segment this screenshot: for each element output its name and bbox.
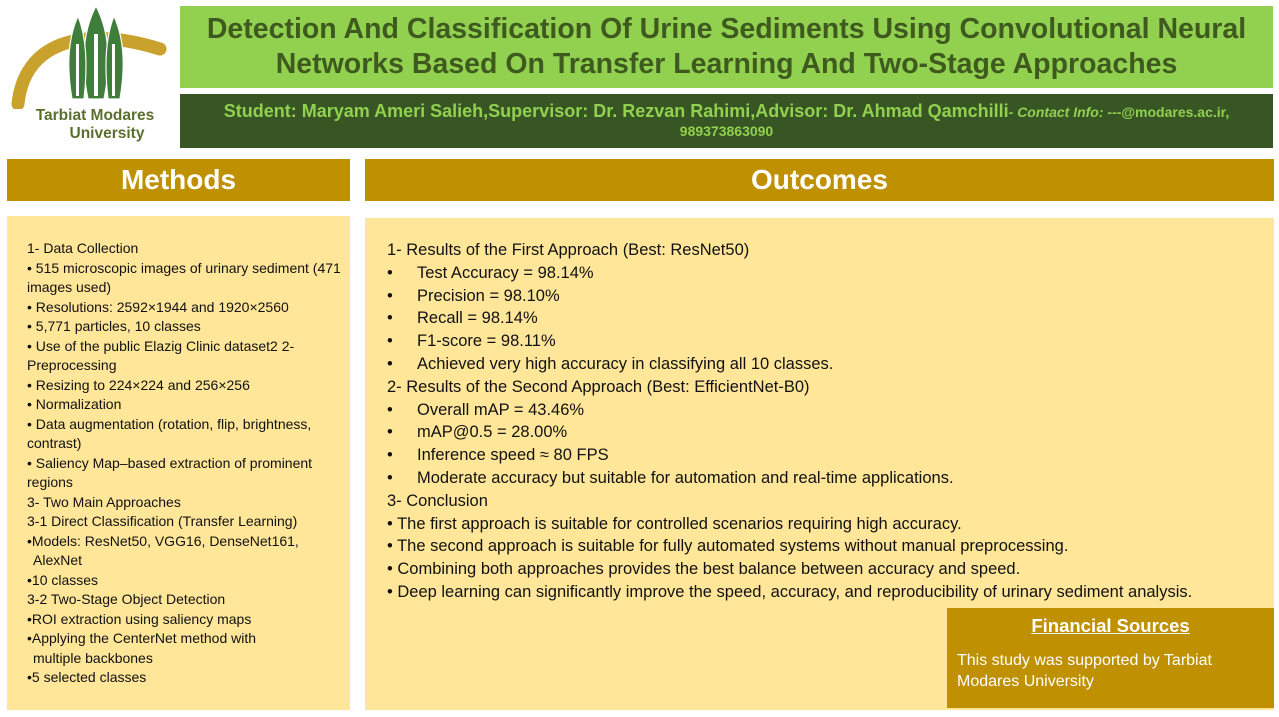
methods-line: • Normalization	[27, 396, 122, 412]
methods-line: • 515 microscopic images of urinary sediment (471 images used)	[27, 259, 341, 295]
methods-line: •5 selected classes	[27, 669, 147, 685]
second-approach-title: 2- Results of the Second Approach (Best: EfficientNet-B0)	[387, 377, 810, 396]
financial-sources-title: Financial Sources	[1031, 615, 1190, 636]
outcome-item-text: Achieved very high accuracy in classifying all 10 classes.	[417, 354, 834, 373]
bullet-icon: •	[387, 286, 393, 305]
conclusion-item: • Combining both approaches provides the best balance between accuracy and speed.	[387, 560, 1021, 579]
outcomes-heading: Outcomes	[365, 159, 1274, 201]
methods-line: • Resolutions: 2592×1944 and 1920×2560	[27, 298, 289, 315]
bullet-icon: •	[387, 423, 393, 442]
methods-list	[27, 239, 345, 688]
outcome-item-text: Test Accuracy = 98.14%	[417, 263, 594, 282]
first-approach-title: 1- Results of the First Approach (Best: ResNet50)	[387, 241, 750, 259]
outcome-item-text: Recall = 98.14%	[417, 309, 538, 328]
outcome-item-text: mAP@0.5 = 28.00%	[417, 423, 568, 442]
bullet-icon: •	[387, 400, 393, 419]
contact-label: - Contact Info:	[1008, 104, 1108, 120]
financial-sources-box	[947, 608, 1274, 708]
outcome-item	[387, 444, 1267, 467]
outcome-item	[387, 330, 1267, 353]
contact-phone: 989373863090	[679, 123, 774, 139]
cypress-trees-arch-icon	[10, 4, 170, 109]
conclusion-item: • The first approach is suitable for controlled scenarios requiring high accuracy.	[387, 514, 962, 533]
conclusion-item: • Deep learning can significantly improve the speed, accuracy, and reproducibility of urinary sediment analysis.	[387, 582, 1193, 601]
methods-line: • 5,771 particles, 10 classes	[27, 318, 201, 334]
methods-line: 3- Two Main Approaches	[27, 493, 181, 510]
logo-text-line2: University	[69, 125, 145, 142]
methods-line: 3-2 Two-Stage Object Detection	[27, 591, 226, 607]
methods-line: • Use of the public Elazig Clinic dataset2 2- Preprocessing	[27, 337, 295, 373]
methods-line: •ROI extraction using saliency maps	[27, 610, 252, 627]
bullet-icon: •	[387, 354, 393, 373]
methods-line: • Saliency Map–based extraction of prominent regions	[27, 454, 313, 490]
outcome-item-text: F1-score = 98.11%	[417, 332, 556, 351]
methods-line: AlexNet	[33, 552, 83, 568]
contact-email: ---@modares.ac.ir,	[1107, 104, 1230, 120]
bullet-icon: •	[387, 309, 393, 328]
outcome-item	[387, 262, 1267, 285]
outcome-item-text: Precision = 98.10%	[417, 286, 560, 305]
methods-line: •Applying the CenterNet method with	[27, 630, 257, 646]
poster-title: Detection And Classification Of Urine Sediments Using Convolutional Neural Networks Based On Transfer Learning And Two-Stage Approaches	[206, 13, 1247, 80]
university-logo	[10, 4, 170, 146]
bullet-icon: •	[387, 263, 393, 282]
outcome-item-text: Moderate accuracy but suitable for automation and real-time applications.	[417, 468, 954, 487]
outcome-item-text: Inference speed ≈ 80 FPS	[417, 446, 609, 465]
outcome-item	[387, 421, 1267, 444]
bullet-icon: •	[387, 446, 393, 465]
outcome-item	[387, 399, 1267, 422]
outcome-item	[387, 467, 1267, 490]
logo-text-line1: Tarbiat Modares	[35, 107, 155, 124]
methods-line: 3-1 Direct Classification (Transfer Learning)	[27, 513, 298, 529]
outcome-item	[387, 285, 1267, 308]
author-banner	[180, 94, 1273, 148]
methods-panel	[7, 216, 350, 710]
outcome-item-text: Overall mAP = 43.46%	[417, 400, 585, 419]
methods-line: •10 classes	[27, 571, 99, 588]
methods-line: • Resizing to 224×224 and 256×256	[27, 376, 250, 393]
methods-line: •Models: ResNet50, VGG16, DenseNet161,	[27, 532, 299, 549]
bullet-icon: •	[387, 468, 393, 487]
outcomes-list	[387, 239, 1267, 604]
financial-sources-text: This study was supported by Tarbiat Modares University	[957, 652, 1212, 690]
conclusion-item: • The second approach is suitable for fully automated systems without manual preprocessing.	[387, 537, 1069, 556]
outcome-item	[387, 353, 1267, 376]
conclusion-title: 3- Conclusion	[387, 491, 488, 510]
author-names: Student: Maryam Ameri Salieh,Supervisor: Dr. Rezvan Rahimi,Advisor: Dr. Ahmad Qamchilli	[223, 101, 1009, 121]
methods-line: multiple backbones	[33, 649, 153, 666]
bullet-icon: •	[387, 332, 393, 351]
outcome-item	[387, 307, 1267, 330]
methods-heading: Methods	[7, 159, 350, 201]
title-banner	[180, 6, 1273, 88]
methods-line: 1- Data Collection	[27, 240, 139, 256]
methods-line: • Data augmentation (rotation, flip, brightness, contrast)	[27, 415, 312, 451]
